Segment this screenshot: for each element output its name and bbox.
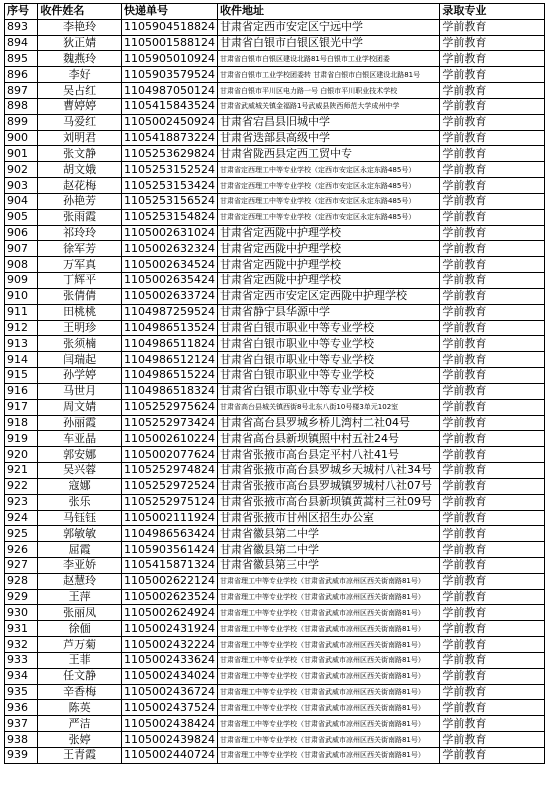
row-number-cell: 922 (5, 478, 38, 494)
recipient-name-cell: 张丽凤 (38, 605, 122, 621)
table-row (5, 19, 545, 35)
major-cell: 学前教育 (440, 225, 545, 241)
major-cell: 学前教育 (440, 668, 545, 684)
table-row (5, 225, 545, 241)
row-number-cell: 900 (5, 130, 38, 146)
recipient-name-cell: 马爱红 (38, 114, 122, 130)
address-cell: 甘肃省张掖市高台县定平村八社41号 (217, 447, 439, 463)
address-cell: 甘肃省陇西县定西工贸中专 (217, 146, 439, 162)
row-number-cell: 920 (5, 447, 38, 463)
tracking-number-cell: 1105252974824 (121, 463, 217, 479)
tracking-number-cell: 1105415871324 (121, 557, 217, 573)
major-cell: 学前教育 (440, 557, 545, 573)
address-cell: 甘肃省白银市职业中等专业学校 (217, 336, 439, 352)
table-body (5, 19, 545, 763)
table-row (5, 747, 545, 763)
row-number-cell: 905 (5, 209, 38, 225)
row-number-cell: 923 (5, 494, 38, 510)
row-number-cell: 928 (5, 573, 38, 589)
tracking-number-cell: 1105903579524 (121, 67, 217, 83)
row-number-cell: 901 (5, 146, 38, 162)
recipient-name-cell: 田桃桃 (38, 304, 122, 320)
row-number-cell: 909 (5, 273, 38, 289)
tracking-number-cell: 1105002437524 (121, 700, 217, 716)
address-cell: 甘肃省定西理工中等专业学校（定西市安定区永定东路485号） (217, 162, 439, 178)
table-row (5, 288, 545, 304)
tracking-number-cell: 1105002111924 (121, 510, 217, 526)
recipient-name-cell: 郭安娜 (38, 447, 122, 463)
table-row (5, 589, 545, 605)
recipient-name-cell: 闫瑞起 (38, 352, 122, 368)
address-cell: 甘肃省理工中等专业学校（甘肃省武威市凉州区西关街南路81号） (217, 716, 439, 732)
recipient-name-cell: 郭敏敏 (38, 526, 122, 542)
address-cell: 甘肃省宕昌县旧城中学 (217, 114, 439, 130)
major-cell: 学前教育 (440, 637, 545, 653)
address-cell: 甘肃省白银市白银区银光中学 (217, 35, 439, 51)
major-cell: 学前教育 (440, 288, 545, 304)
tracking-number-cell: 1105002610224 (121, 431, 217, 447)
address-cell: 甘肃省定西理工中等专业学校（定西市安定区永定东路485号） (217, 193, 439, 209)
tracking-number-cell: 1104986515224 (121, 368, 217, 384)
recipient-name-cell: 马世月 (38, 383, 122, 399)
row-number-cell: 938 (5, 732, 38, 748)
row-number-cell: 919 (5, 431, 38, 447)
recipient-name-cell: 徐偭 (38, 621, 122, 637)
tracking-number-cell: 1105002433624 (121, 652, 217, 668)
address-cell: 甘肃省张掖市高台县罗城乡天城村八社34号 (217, 463, 439, 479)
tracking-number-cell: 1105002633724 (121, 288, 217, 304)
row-number-cell: 903 (5, 178, 38, 194)
address-cell: 甘肃省理工中等专业学校（甘肃省武威市凉州区西关街南路81号） (217, 732, 439, 748)
major-cell: 学前教育 (440, 320, 545, 336)
recipient-name-cell: 王青霞 (38, 747, 122, 763)
tracking-number-cell: 1105002635424 (121, 273, 217, 289)
recipient-name-cell: 吴兴蓉 (38, 463, 122, 479)
tracking-number-cell: 1105002624924 (121, 605, 217, 621)
header-address: 收件地址 (217, 4, 439, 20)
table-row (5, 700, 545, 716)
tracking-number-cell: 1105252973424 (121, 415, 217, 431)
major-cell: 学前教育 (440, 605, 545, 621)
address-cell: 甘肃省定西陇中护理学校 (217, 273, 439, 289)
tracking-number-cell: 1104987050124 (121, 83, 217, 99)
recipient-name-cell: 张乐 (38, 494, 122, 510)
address-cell: 甘肃省定西陇中护理学校 (217, 257, 439, 273)
table-row (5, 652, 545, 668)
row-number-cell: 935 (5, 684, 38, 700)
major-cell: 学前教育 (440, 463, 545, 479)
recipient-name-cell: 孙丽霞 (38, 415, 122, 431)
recipient-name-cell: 刘明君 (38, 130, 122, 146)
recipient-name-cell: 魏燕玲 (38, 51, 122, 67)
major-cell: 学前教育 (440, 257, 545, 273)
row-number-cell: 907 (5, 241, 38, 257)
major-cell: 学前教育 (440, 573, 545, 589)
table-row (5, 209, 545, 225)
address-cell: 甘肃省白银市职业中等专业学校 (217, 383, 439, 399)
table-row (5, 557, 545, 573)
recipient-name-cell: 张须楠 (38, 336, 122, 352)
row-number-cell: 911 (5, 304, 38, 320)
address-cell: 甘肃省白银市白银区建设北路81号白银市工业学校团委 (217, 51, 439, 67)
header-recipient-name: 收件姓名 (38, 4, 122, 20)
address-cell: 甘肃省理工中等专业学校（甘肃省武威市凉州区西关街南路81号） (217, 573, 439, 589)
recipient-name-cell: 张婷 (38, 732, 122, 748)
row-number-cell: 926 (5, 542, 38, 558)
major-cell: 学前教育 (440, 716, 545, 732)
tracking-number-cell: 1104986512124 (121, 352, 217, 368)
row-number-cell: 899 (5, 114, 38, 130)
table-row (5, 67, 545, 83)
major-cell: 学前教育 (440, 747, 545, 763)
tracking-number-cell: 1105002077624 (121, 447, 217, 463)
table-row (5, 637, 545, 653)
tracking-number-cell: 1105252975124 (121, 494, 217, 510)
recipient-name-cell: 屈霞 (38, 542, 122, 558)
recipient-name-cell: 胡文娥 (38, 162, 122, 178)
table-row (5, 542, 545, 558)
tracking-number-cell: 1104986563424 (121, 526, 217, 542)
row-number-cell: 929 (5, 589, 38, 605)
major-cell: 学前教育 (440, 114, 545, 130)
address-cell: 甘肃省武威城关镇金福路1号武威县陕西师范大学成州中学 (217, 98, 439, 114)
table-row (5, 320, 545, 336)
row-number-cell: 894 (5, 35, 38, 51)
row-number-cell: 934 (5, 668, 38, 684)
address-cell: 甘肃省定西理工中等专业学校（定西市安定区永定东路485号） (217, 209, 439, 225)
row-number-cell: 897 (5, 83, 38, 99)
recipient-name-cell: 辛香梅 (38, 684, 122, 700)
address-cell: 甘肃省定西市安定区定西陇中护理学校 (217, 288, 439, 304)
major-cell: 学前教育 (440, 431, 545, 447)
table-row (5, 130, 545, 146)
major-cell: 学前教育 (440, 700, 545, 716)
table-row (5, 494, 545, 510)
tracking-number-cell: 1105002450924 (121, 114, 217, 130)
major-cell: 学前教育 (440, 130, 545, 146)
address-cell: 甘肃省白银市工业学校团委转 甘肃省白银市白银区建设北路81号 (217, 67, 439, 83)
tracking-number-cell: 1105253156524 (121, 193, 217, 209)
row-number-cell: 916 (5, 383, 38, 399)
row-number-cell: 927 (5, 557, 38, 573)
table-row (5, 399, 545, 415)
tracking-number-cell: 1105002434024 (121, 668, 217, 684)
table-row (5, 336, 545, 352)
address-cell: 甘肃省白银市职业中等专业学校 (217, 320, 439, 336)
major-cell: 学前教育 (440, 209, 545, 225)
table-row (5, 257, 545, 273)
address-cell: 甘肃省徽县第二中学 (217, 542, 439, 558)
address-cell: 甘肃省定西陇中护理学校 (217, 225, 439, 241)
tracking-number-cell: 1105418873224 (121, 130, 217, 146)
recipient-name-cell: 曹婷婷 (38, 98, 122, 114)
major-cell: 学前教育 (440, 304, 545, 320)
address-cell: 甘肃省白银市职业中等专业学校 (217, 352, 439, 368)
row-number-cell: 895 (5, 51, 38, 67)
table-row (5, 684, 545, 700)
tracking-number-cell: 1105002623524 (121, 589, 217, 605)
recipient-name-cell: 马钰钰 (38, 510, 122, 526)
row-number-cell: 914 (5, 352, 38, 368)
tracking-number-cell: 1105002440724 (121, 747, 217, 763)
major-cell: 学前教育 (440, 98, 545, 114)
table-row (5, 463, 545, 479)
table-row (5, 83, 545, 99)
tracking-number-cell: 1104986518324 (121, 383, 217, 399)
tracking-number-cell: 1104986513524 (121, 320, 217, 336)
major-cell: 学前教育 (440, 336, 545, 352)
major-cell: 学前教育 (440, 399, 545, 415)
table-row (5, 447, 545, 463)
tracking-number-cell: 1105002632324 (121, 241, 217, 257)
recipient-name-cell: 张文静 (38, 146, 122, 162)
major-cell: 学前教育 (440, 684, 545, 700)
tracking-number-cell: 1105001588124 (121, 35, 217, 51)
row-number-cell: 939 (5, 747, 38, 763)
recipient-name-cell: 徐军芳 (38, 241, 122, 257)
table-row (5, 193, 545, 209)
table-row (5, 732, 545, 748)
major-cell: 学前教育 (440, 352, 545, 368)
row-number-cell: 902 (5, 162, 38, 178)
table-row (5, 162, 545, 178)
address-cell: 甘肃省理工中等专业学校（甘肃省武威市凉州区西关街南路81号） (217, 668, 439, 684)
recipient-name-cell: 寇娜 (38, 478, 122, 494)
table-row (5, 478, 545, 494)
table-row (5, 146, 545, 162)
major-cell: 学前教育 (440, 146, 545, 162)
tracking-number-cell: 1105002634524 (121, 257, 217, 273)
recipient-name-cell: 赵花梅 (38, 178, 122, 194)
recipient-name-cell: 吴占红 (38, 83, 122, 99)
row-number-cell: 904 (5, 193, 38, 209)
table-row (5, 668, 545, 684)
address-cell: 甘肃省静宁县华源中学 (217, 304, 439, 320)
recipient-name-cell: 王明珍 (38, 320, 122, 336)
major-cell: 学前教育 (440, 193, 545, 209)
tracking-number-cell: 1105002438424 (121, 716, 217, 732)
major-cell: 学前教育 (440, 494, 545, 510)
major-cell: 学前教育 (440, 178, 545, 194)
major-cell: 学前教育 (440, 589, 545, 605)
address-cell: 甘肃省理工中等专业学校（甘肃省武威市凉州区西关街南路81号） (217, 700, 439, 716)
major-cell: 学前教育 (440, 83, 545, 99)
recipient-name-cell: 祁玲玲 (38, 225, 122, 241)
row-number-cell: 898 (5, 98, 38, 114)
address-cell: 甘肃省高台县城关镇西街8号北东八街10号楼3单元102室 (217, 399, 439, 415)
row-number-cell: 932 (5, 637, 38, 653)
address-cell: 甘肃省理工中等专业学校（甘肃省武威市凉州区西关街南路81号） (217, 621, 439, 637)
major-cell: 学前教育 (440, 273, 545, 289)
row-number-cell: 910 (5, 288, 38, 304)
table-row (5, 35, 545, 51)
header-major: 录取专业 (440, 4, 545, 20)
row-number-cell: 906 (5, 225, 38, 241)
tracking-number-cell: 1105904518824 (121, 19, 217, 35)
address-cell: 甘肃省理工中等专业学校（甘肃省武威市凉州区西关街南路81号） (217, 652, 439, 668)
recipient-name-cell: 王萍 (38, 589, 122, 605)
table-row (5, 98, 545, 114)
tracking-number-cell: 1104986511824 (121, 336, 217, 352)
recipient-name-cell: 孙学婷 (38, 368, 122, 384)
major-cell: 学前教育 (440, 732, 545, 748)
address-cell: 甘肃省定西理工中等专业学校（定西市安定区永定东路485号） (217, 178, 439, 194)
major-cell: 学前教育 (440, 19, 545, 35)
header-row (5, 4, 545, 20)
row-number-cell: 913 (5, 336, 38, 352)
address-cell: 甘肃省徽县第二中学 (217, 526, 439, 542)
address-cell: 甘肃省定西陇中护理学校 (217, 241, 439, 257)
table-row (5, 368, 545, 384)
recipient-name-cell: 李好 (38, 67, 122, 83)
table-row (5, 273, 545, 289)
tracking-number-cell: 1105905010924 (121, 51, 217, 67)
row-number-cell: 933 (5, 652, 38, 668)
row-number-cell: 908 (5, 257, 38, 273)
address-cell: 甘肃省徽县第三中学 (217, 557, 439, 573)
major-cell: 学前教育 (440, 67, 545, 83)
address-cell: 甘肃省高台县新坝镇照中村五社24号 (217, 431, 439, 447)
recipient-name-cell: 周文婧 (38, 399, 122, 415)
address-cell: 甘肃省理工中等专业学校（甘肃省武威市凉州区西关街南路81号） (217, 605, 439, 621)
table-row (5, 114, 545, 130)
row-number-cell: 896 (5, 67, 38, 83)
address-cell: 甘肃省高台县罗城乡桥儿湾村二社04号 (217, 415, 439, 431)
major-cell: 学前教育 (440, 447, 545, 463)
header-tracking-number: 快递单号 (121, 4, 217, 20)
address-cell: 甘肃省白银市职业中等专业学校 (217, 368, 439, 384)
table-row (5, 383, 545, 399)
recipient-name-cell: 任文静 (38, 668, 122, 684)
row-number-cell: 930 (5, 605, 38, 621)
address-cell: 甘肃省理工中等专业学校（甘肃省武威市凉州区西关街南路81号） (217, 589, 439, 605)
table-row (5, 605, 545, 621)
major-cell: 学前教育 (440, 51, 545, 67)
address-cell: 甘肃省张掖市高台县罗城镇罗城村八社07号 (217, 478, 439, 494)
major-cell: 学前教育 (440, 526, 545, 542)
address-cell: 甘肃省迭部县高级中学 (217, 130, 439, 146)
recipient-name-cell: 车亚晶 (38, 431, 122, 447)
table-row (5, 415, 545, 431)
address-cell: 甘肃省理工中等专业学校（甘肃省武威市凉州区西关街南路81号） (217, 637, 439, 653)
major-cell: 学前教育 (440, 415, 545, 431)
recipient-name-cell: 狄正婧 (38, 35, 122, 51)
recipient-name-cell: 赵慧玲 (38, 573, 122, 589)
table-row (5, 431, 545, 447)
row-number-cell: 936 (5, 700, 38, 716)
tracking-number-cell: 1105253629824 (121, 146, 217, 162)
major-cell: 学前教育 (440, 478, 545, 494)
admission-mailing-table (4, 3, 545, 764)
major-cell: 学前教育 (440, 368, 545, 384)
tracking-number-cell: 1105002631024 (121, 225, 217, 241)
recipient-name-cell: 李艳玲 (38, 19, 122, 35)
tracking-number-cell: 1105253152524 (121, 162, 217, 178)
table-row (5, 304, 545, 320)
address-cell: 甘肃省张掖市高台县新坝镇黄蒿村三社09号 (217, 494, 439, 510)
table-row (5, 621, 545, 637)
row-number-cell: 918 (5, 415, 38, 431)
recipient-name-cell: 张雨霞 (38, 209, 122, 225)
tracking-number-cell: 1105253153424 (121, 178, 217, 194)
header-number: 序号 (5, 4, 38, 20)
address-cell: 甘肃省理工中等专业学校（甘肃省武威市凉州区西关街南路81号） (217, 684, 439, 700)
recipient-name-cell: 芦万菊 (38, 637, 122, 653)
major-cell: 学前教育 (440, 383, 545, 399)
tracking-number-cell: 1105002439824 (121, 732, 217, 748)
row-number-cell: 921 (5, 463, 38, 479)
tracking-number-cell: 1105415843524 (121, 98, 217, 114)
recipient-name-cell: 张倩倩 (38, 288, 122, 304)
row-number-cell: 912 (5, 320, 38, 336)
table-row (5, 241, 545, 257)
table-row (5, 526, 545, 542)
major-cell: 学前教育 (440, 510, 545, 526)
tracking-number-cell: 1105253154824 (121, 209, 217, 225)
row-number-cell: 937 (5, 716, 38, 732)
recipient-name-cell: 孙艳芳 (38, 193, 122, 209)
table-row (5, 178, 545, 194)
recipient-name-cell: 丁辉平 (38, 273, 122, 289)
row-number-cell: 925 (5, 526, 38, 542)
major-cell: 学前教育 (440, 162, 545, 178)
row-number-cell: 893 (5, 19, 38, 35)
recipient-name-cell: 严洁 (38, 716, 122, 732)
table-row (5, 716, 545, 732)
major-cell: 学前教育 (440, 35, 545, 51)
tracking-number-cell: 1105252972524 (121, 478, 217, 494)
tracking-number-cell: 1105002432224 (121, 637, 217, 653)
tracking-number-cell: 1104987259524 (121, 304, 217, 320)
table-row (5, 573, 545, 589)
address-cell: 甘肃省白银市平川区电力路一号 白银市平川职业技术学校 (217, 83, 439, 99)
row-number-cell: 924 (5, 510, 38, 526)
row-number-cell: 931 (5, 621, 38, 637)
row-number-cell: 915 (5, 368, 38, 384)
tracking-number-cell: 1105252975624 (121, 399, 217, 415)
recipient-name-cell: 陈英 (38, 700, 122, 716)
major-cell: 学前教育 (440, 652, 545, 668)
tracking-number-cell: 1105002436724 (121, 684, 217, 700)
recipient-name-cell: 万军真 (38, 257, 122, 273)
major-cell: 学前教育 (440, 542, 545, 558)
address-cell: 甘肃省定西市安定区宁远中学 (217, 19, 439, 35)
address-cell: 甘肃省张掖市甘州区招生办公室 (217, 510, 439, 526)
table-row (5, 510, 545, 526)
address-cell: 甘肃省理工中等专业学校（甘肃省武威市凉州区西关街南路81号） (217, 747, 439, 763)
tracking-number-cell: 1105903561424 (121, 542, 217, 558)
major-cell: 学前教育 (440, 621, 545, 637)
table-row (5, 352, 545, 368)
major-cell: 学前教育 (440, 241, 545, 257)
tracking-number-cell: 1105002622124 (121, 573, 217, 589)
tracking-number-cell: 1105002431924 (121, 621, 217, 637)
table-row (5, 51, 545, 67)
row-number-cell: 917 (5, 399, 38, 415)
recipient-name-cell: 李亚娇 (38, 557, 122, 573)
recipient-name-cell: 王菲 (38, 652, 122, 668)
